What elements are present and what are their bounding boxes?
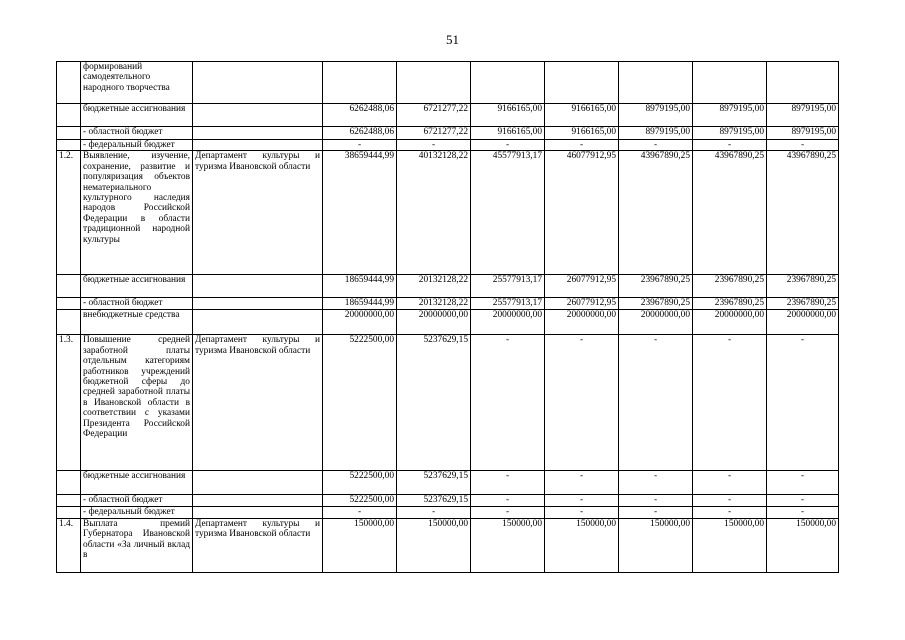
table-row [57, 104, 839, 127]
executor-cell [193, 310, 323, 335]
amount-cell: - [397, 507, 471, 518]
amount-cell: 150000,00 [323, 518, 397, 572]
amount-cell: - [619, 471, 693, 495]
amount-cell: 20000000,00 [471, 310, 545, 335]
amount-cell: 9166165,00 [471, 104, 545, 127]
amount-cell: - [397, 140, 471, 151]
amount-cell: - [471, 495, 545, 507]
table-row [57, 275, 839, 298]
table-row [57, 127, 839, 140]
amount-cell: 23967890,25 [767, 298, 839, 310]
amount-cell: 23967890,25 [619, 275, 693, 298]
amount-cell: - [545, 507, 619, 518]
amount-cell: - [693, 471, 767, 495]
row-index-cell: 1.2. [57, 151, 81, 275]
executor-cell [193, 104, 323, 127]
amount-cell: - [471, 335, 545, 471]
amount-cell: 23967890,25 [693, 275, 767, 298]
amount-cell [693, 62, 767, 104]
amount-cell: - [545, 471, 619, 495]
amount-cell: - [767, 495, 839, 507]
amount-cell: 8979195,00 [619, 127, 693, 140]
executor-cell [193, 495, 323, 507]
funding-source-cell: - областной бюджет [81, 298, 193, 310]
amount-cell: 6262488,06 [323, 104, 397, 127]
amount-cell: - [693, 140, 767, 151]
executor-cell [193, 275, 323, 298]
table-row [57, 62, 839, 104]
funding-source-cell: внебюджетные средства [81, 310, 193, 335]
amount-cell: 43967890,25 [767, 151, 839, 275]
executor-cell [193, 298, 323, 310]
amount-cell: 5237629,15 [397, 495, 471, 507]
row-index-cell [57, 495, 81, 507]
amount-cell: - [619, 495, 693, 507]
table-row [57, 298, 839, 310]
amount-cell: 8979195,00 [693, 104, 767, 127]
amount-cell [619, 62, 693, 104]
amount-cell: 5237629,15 [397, 471, 471, 495]
amount-cell: - [619, 507, 693, 518]
activity-name-cell: Выплата премий Губернатора Ивановской области «За личный вклад в [81, 518, 193, 572]
amount-cell: 6721277,22 [397, 104, 471, 127]
amount-cell: 9166165,00 [471, 127, 545, 140]
amount-cell: 46077912,95 [545, 151, 619, 275]
amount-cell: 5222500,00 [323, 335, 397, 471]
amount-cell: 8979195,00 [693, 127, 767, 140]
amount-cell: 8979195,00 [619, 104, 693, 127]
table-row [57, 310, 839, 335]
row-index-cell [57, 310, 81, 335]
amount-cell: 9166165,00 [545, 104, 619, 127]
row-index-cell [57, 140, 81, 151]
amount-cell: 20132128,22 [397, 298, 471, 310]
amount-cell: 150000,00 [767, 518, 839, 572]
amount-cell: - [767, 335, 839, 471]
budget-table [56, 61, 839, 573]
amount-cell: 20132128,22 [397, 275, 471, 298]
funding-source-cell: - федеральный бюджет [81, 507, 193, 518]
funding-source-cell: бюджетные ассигнования [81, 275, 193, 298]
amount-cell: 23967890,25 [767, 275, 839, 298]
amount-cell: - [767, 140, 839, 151]
executor-cell [193, 62, 323, 104]
table-row [57, 140, 839, 151]
executor-cell [193, 127, 323, 140]
amount-cell: 150000,00 [619, 518, 693, 572]
amount-cell: 40132128,22 [397, 151, 471, 275]
amount-cell: - [619, 140, 693, 151]
row-index-cell [57, 507, 81, 518]
row-index-cell [57, 104, 81, 127]
amount-cell: - [693, 495, 767, 507]
amount-cell: - [471, 140, 545, 151]
amount-cell: 20000000,00 [693, 310, 767, 335]
amount-cell: - [693, 335, 767, 471]
amount-cell: 26077912,95 [545, 298, 619, 310]
amount-cell: 150000,00 [693, 518, 767, 572]
amount-cell: - [471, 507, 545, 518]
funding-source-cell: - областной бюджет [81, 127, 193, 140]
amount-cell: - [323, 507, 397, 518]
amount-cell: 43967890,25 [693, 151, 767, 275]
amount-cell [471, 62, 545, 104]
amount-cell: 45577913,17 [471, 151, 545, 275]
executor-cell: Департамент культуры и туризма Ивановской области [193, 151, 323, 275]
amount-cell: 23967890,25 [619, 298, 693, 310]
table-row [57, 471, 839, 495]
amount-cell: - [767, 471, 839, 495]
row-index-cell: 1.3. [57, 335, 81, 471]
row-index-cell [57, 471, 81, 495]
amount-cell: - [693, 507, 767, 518]
amount-cell: - [545, 495, 619, 507]
row-index-cell [57, 127, 81, 140]
table-row [57, 507, 839, 518]
executor-cell: Департамент культуры и туризма Ивановской области [193, 518, 323, 572]
activity-name-cell: Выявление, изучение, сохранение, развитие и популяризация объектов нематериального культурного наследия народов Российской Федерации в области традиционной народной культуры [81, 151, 193, 275]
amount-cell: 26077912,95 [545, 275, 619, 298]
amount-cell: - [767, 507, 839, 518]
row-index-cell: 1.4. [57, 518, 81, 572]
amount-cell [545, 62, 619, 104]
activity-name-cell: формирований самодеятельного народного творчества [81, 62, 193, 104]
amount-cell: 5222500,00 [323, 471, 397, 495]
executor-cell [193, 507, 323, 518]
amount-cell: 38659444,99 [323, 151, 397, 275]
amount-cell: 25577913,17 [471, 298, 545, 310]
table-row [57, 335, 839, 471]
amount-cell: 6262488,06 [323, 127, 397, 140]
executor-cell: Департамент культуры и туризма Ивановской области [193, 335, 323, 471]
amount-cell: 18659444,99 [323, 275, 397, 298]
amount-cell [767, 62, 839, 104]
amount-cell: 150000,00 [471, 518, 545, 572]
amount-cell: 5222500,00 [323, 495, 397, 507]
executor-cell [193, 471, 323, 495]
funding-source-cell: - областной бюджет [81, 495, 193, 507]
amount-cell: 9166165,00 [545, 127, 619, 140]
amount-cell: 23967890,25 [693, 298, 767, 310]
executor-cell [193, 140, 323, 151]
amount-cell: 43967890,25 [619, 151, 693, 275]
table-row [57, 495, 839, 507]
amount-cell: 20000000,00 [323, 310, 397, 335]
amount-cell: 25577913,17 [471, 275, 545, 298]
amount-cell: - [471, 471, 545, 495]
amount-cell: - [545, 140, 619, 151]
table-row [57, 518, 839, 572]
amount-cell [397, 62, 471, 104]
amount-cell [323, 62, 397, 104]
table-row [57, 151, 839, 275]
amount-cell: 8979195,00 [767, 127, 839, 140]
page-number: 51 [446, 32, 459, 47]
amount-cell: 150000,00 [545, 518, 619, 572]
amount-cell: 6721277,22 [397, 127, 471, 140]
amount-cell: 8979195,00 [767, 104, 839, 127]
amount-cell: 18659444,99 [323, 298, 397, 310]
funding-source-cell: бюджетные ассигнования [81, 471, 193, 495]
funding-source-cell: - федеральный бюджет [81, 140, 193, 151]
amount-cell: - [619, 335, 693, 471]
amount-cell: 20000000,00 [619, 310, 693, 335]
funding-source-cell: бюджетные ассигнования [81, 104, 193, 127]
amount-cell: - [323, 140, 397, 151]
amount-cell: 5237629,15 [397, 335, 471, 471]
amount-cell: 150000,00 [397, 518, 471, 572]
amount-cell: 20000000,00 [767, 310, 839, 335]
amount-cell: 20000000,00 [545, 310, 619, 335]
amount-cell: - [545, 335, 619, 471]
row-index-cell [57, 298, 81, 310]
amount-cell: 20000000,00 [397, 310, 471, 335]
activity-name-cell: Повышение средней заработной платы отдельным категориям работников учреждений бюджетной сферы до средней заработной платы в Ивановской области в соответствии с указами Президента Российской Федерации [81, 335, 193, 471]
row-index-cell [57, 275, 81, 298]
row-index-cell [57, 62, 81, 104]
